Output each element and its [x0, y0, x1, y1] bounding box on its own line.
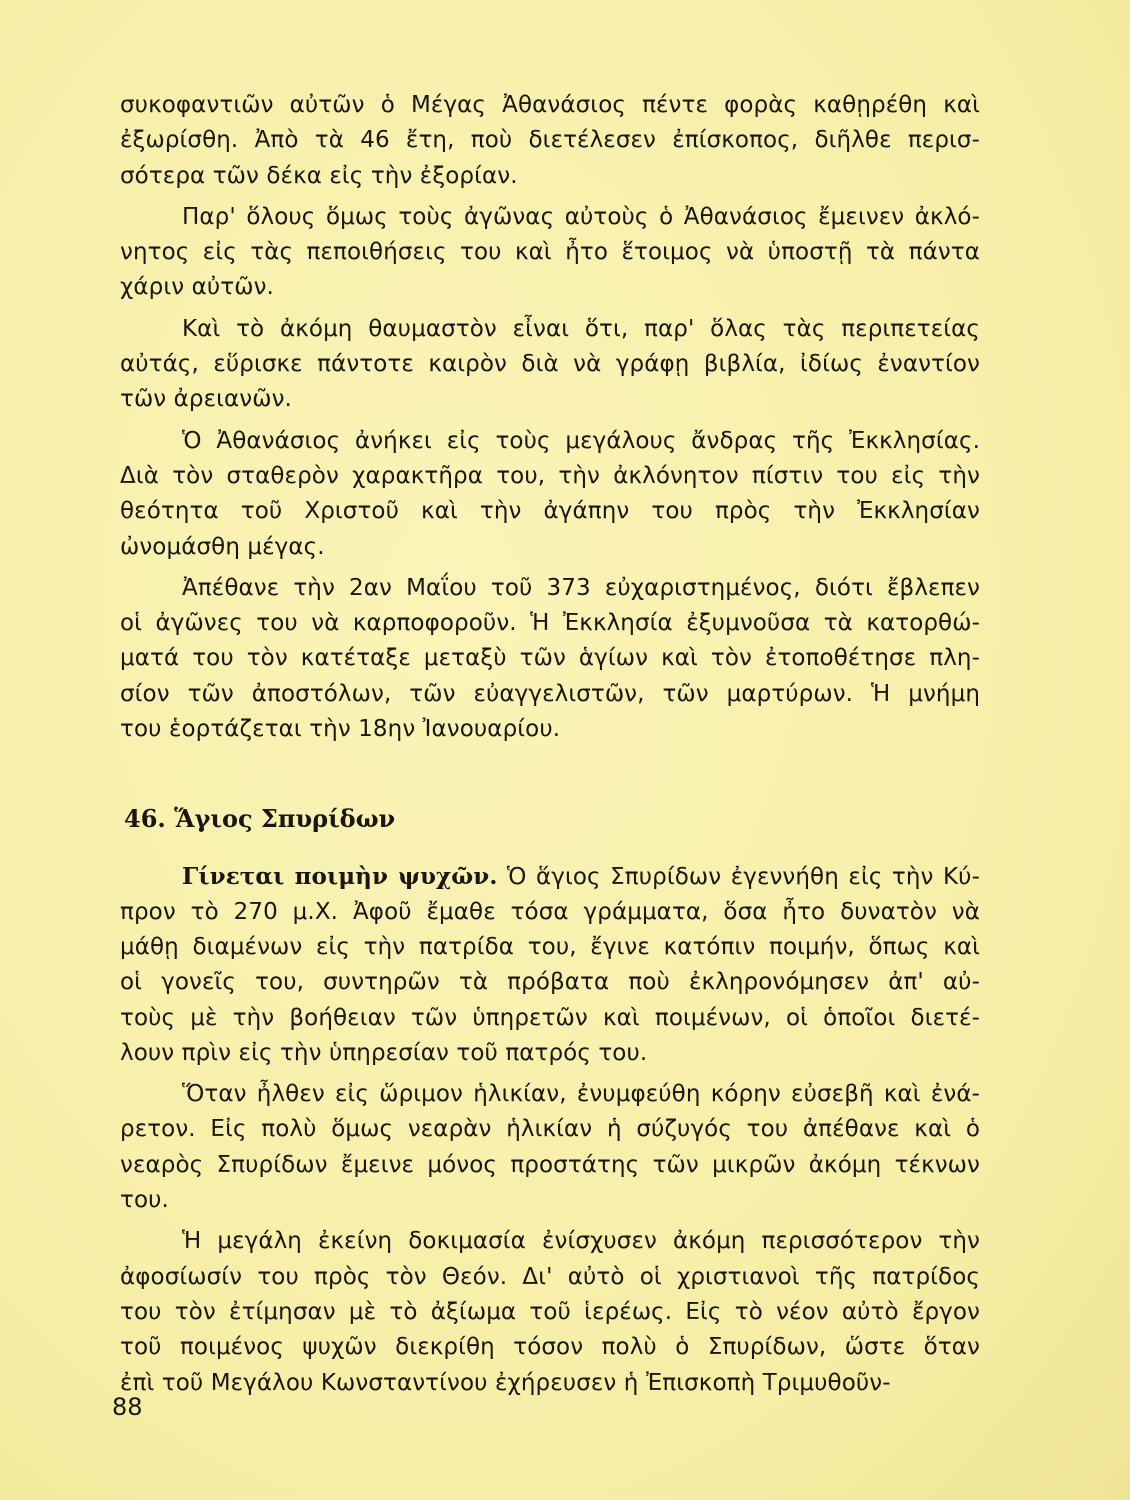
text-line: οἱ ἀγῶνες του νὰ καρποφοροῦν. Ἡ Ἐκκλησία ἐξυμνοῦσα τὰ κατορθώ- [120, 610, 980, 637]
text-line: τοὺς μὲ τὴν βοήθειαν τῶν ὑπηρετῶν καὶ ποιμένων, οἱ ὁποῖοι διετέ- [120, 1004, 980, 1031]
text-line: Διὰ τὸν σταθερὸν χαρακτῆρα του, τὴν ἀκλόνητον πίστιν του εἰς τὴν [120, 462, 980, 489]
text-line: ἐπὶ τοῦ Μεγάλου Κωνσταντίνου ἐχήρευσεν ἡ Ἐπισκοπὴ Τριμυθοῦν- [120, 1369, 891, 1396]
section-lead: Γίνεται ποιμὴν ψυχῶν. [182, 863, 498, 891]
text-line: ὠνομάσθη μέγας. [120, 533, 325, 560]
text-line: θεότητα τοῦ Χριστοῦ καὶ τὴν ἀγάπην του πρὸς τὴν Ἐκκλησίαν [120, 498, 980, 525]
text-line [120, 859, 980, 894]
text-line: οἱ γονεῖς του, συντηρῶν τὰ πρόβατα ποὺ ἐκληρονόμησεν ἀπ' αὐ- [120, 969, 980, 996]
text-line: νητος εἰς τὰς πεποιθήσεις του καὶ ἦτο ἕτοιμος νὰ ὑποστῇ τὰ πάντα [120, 239, 980, 266]
text-line: ἀφοσίωσίν του πρὸς τὸν Θεόν. Δι' αὐτὸ οἱ χριστιανοὶ τῆς πατρίδος [120, 1263, 980, 1290]
section-heading: 46. Ἅγιος Σπυρίδων [124, 804, 396, 834]
text-line: τῶν ἀρειανῶν. [120, 386, 292, 413]
text-line: του τὸν ἐτίμησαν μὲ τὸ ἀξίωμα τοῦ ἱερέως. Εἰς τὸ νέον αὐτὸ ἔργον [120, 1298, 980, 1325]
text-line: σότερα τῶν δέκα εἰς τὴν ἐξορίαν. [120, 162, 518, 189]
text-line: ρετον. Εἰς πολὺ ὅμως νεαρὰν ἡλικίαν ἡ σύζυγός του ἀπέθανε καὶ ὁ [120, 1116, 980, 1143]
text-line: του. [120, 1187, 169, 1214]
text-line: Καὶ τὸ ἀκόμη θαυμαστὸν εἶναι ὅτι, παρ' ὅλας τὰς περιπετείας [182, 315, 980, 342]
text-line: Ὁ Ἀθανάσιος ἀνήκει εἰς τοὺς μεγάλους ἄνδρας τῆς Ἐκκλησίας. [182, 427, 980, 454]
text-line: Ἡ μεγάλη ἐκείνη δοκιμασία ἐνίσχυσεν ἀκόμη περισσότερον τὴν [182, 1228, 980, 1255]
text-line: σίον τῶν ἀποστόλων, τῶν εὐαγγελιστῶν, τῶν μαρτύρων. Ἡ μνήμη [120, 680, 980, 707]
text-line: συκοφαντιῶν αὐτῶν ὁ Μέγας Ἀθανάσιος πέντε φορὰς καθῃρέθη καὶ [120, 92, 980, 118]
text-line-rest: Ὁ ἅγιος Σπυρίδων ἐγεννήθη εἰς τὴν Κύ- [497, 864, 980, 891]
page-body-text [120, 88, 980, 1401]
text-line: μάθῃ διαμένων εἰς τὴν πατρίδα του, ἔγινε κατόπιν ποιμήν, ὅπως καὶ [120, 933, 980, 960]
text-line: προν τὸ 270 μ.Χ. Ἀφοῦ ἔμαθε τόσα γράμματα, ὅσα ἦτο δυνατὸν νὰ [120, 898, 980, 925]
page-number: 88 [112, 1393, 143, 1421]
text-line: αὐτάς, εὕρισκε πάντοτε καιρὸν διὰ νὰ γράφῃ βιβλία, ἰδίως ἐναντίον [120, 351, 980, 378]
text-line: ματά του τὸν κατέταξε μεταξὺ τῶν ἁγίων καὶ τὸν ἐτοποθέτησε πλη- [120, 645, 980, 672]
text-line: Ὅταν ἦλθεν εἰς ὥριμον ἡλικίαν, ἐνυμφεύθη κόρην εὐσεβῆ καὶ ἐνά- [182, 1081, 980, 1108]
text-line: χάριν αὐτῶν. [120, 274, 274, 301]
text-line: νεαρὸς Σπυρίδων ἔμεινε μόνος προστάτης τῶν μικρῶν ἀκόμη τέκνων [120, 1151, 980, 1178]
text-line: Παρ' ὅλους ὅμως τοὺς ἀγῶνας αὐτοὺς ὁ Ἀθανάσιος ἔμεινεν ἀκλό- [182, 203, 980, 230]
text-line: ἐξωρίσθη. Ἀπὸ τὰ 46 ἔτη, ποὺ διετέλεσεν ἐπίσκοπος, διῆλθε περισ- [120, 127, 980, 154]
text-line: του ἑορτάζεται τὴν 18ην Ἰανουαρίου. [120, 716, 561, 743]
text-line: Ἀπέθανε τὴν 2αν Μαΐου τοῦ 373 εὐχαριστημένος, διότι ἔβλεπεν [182, 574, 980, 601]
text-line: τοῦ ποιμένος ψυχῶν διεκρίθη τόσον πολὺ ὁ Σπυρίδων, ὥστε ὅταν [120, 1334, 980, 1361]
text-line: λουν πρὶν εἰς τὴν ὑπηρεσίαν τοῦ πατρός του. [120, 1039, 648, 1066]
